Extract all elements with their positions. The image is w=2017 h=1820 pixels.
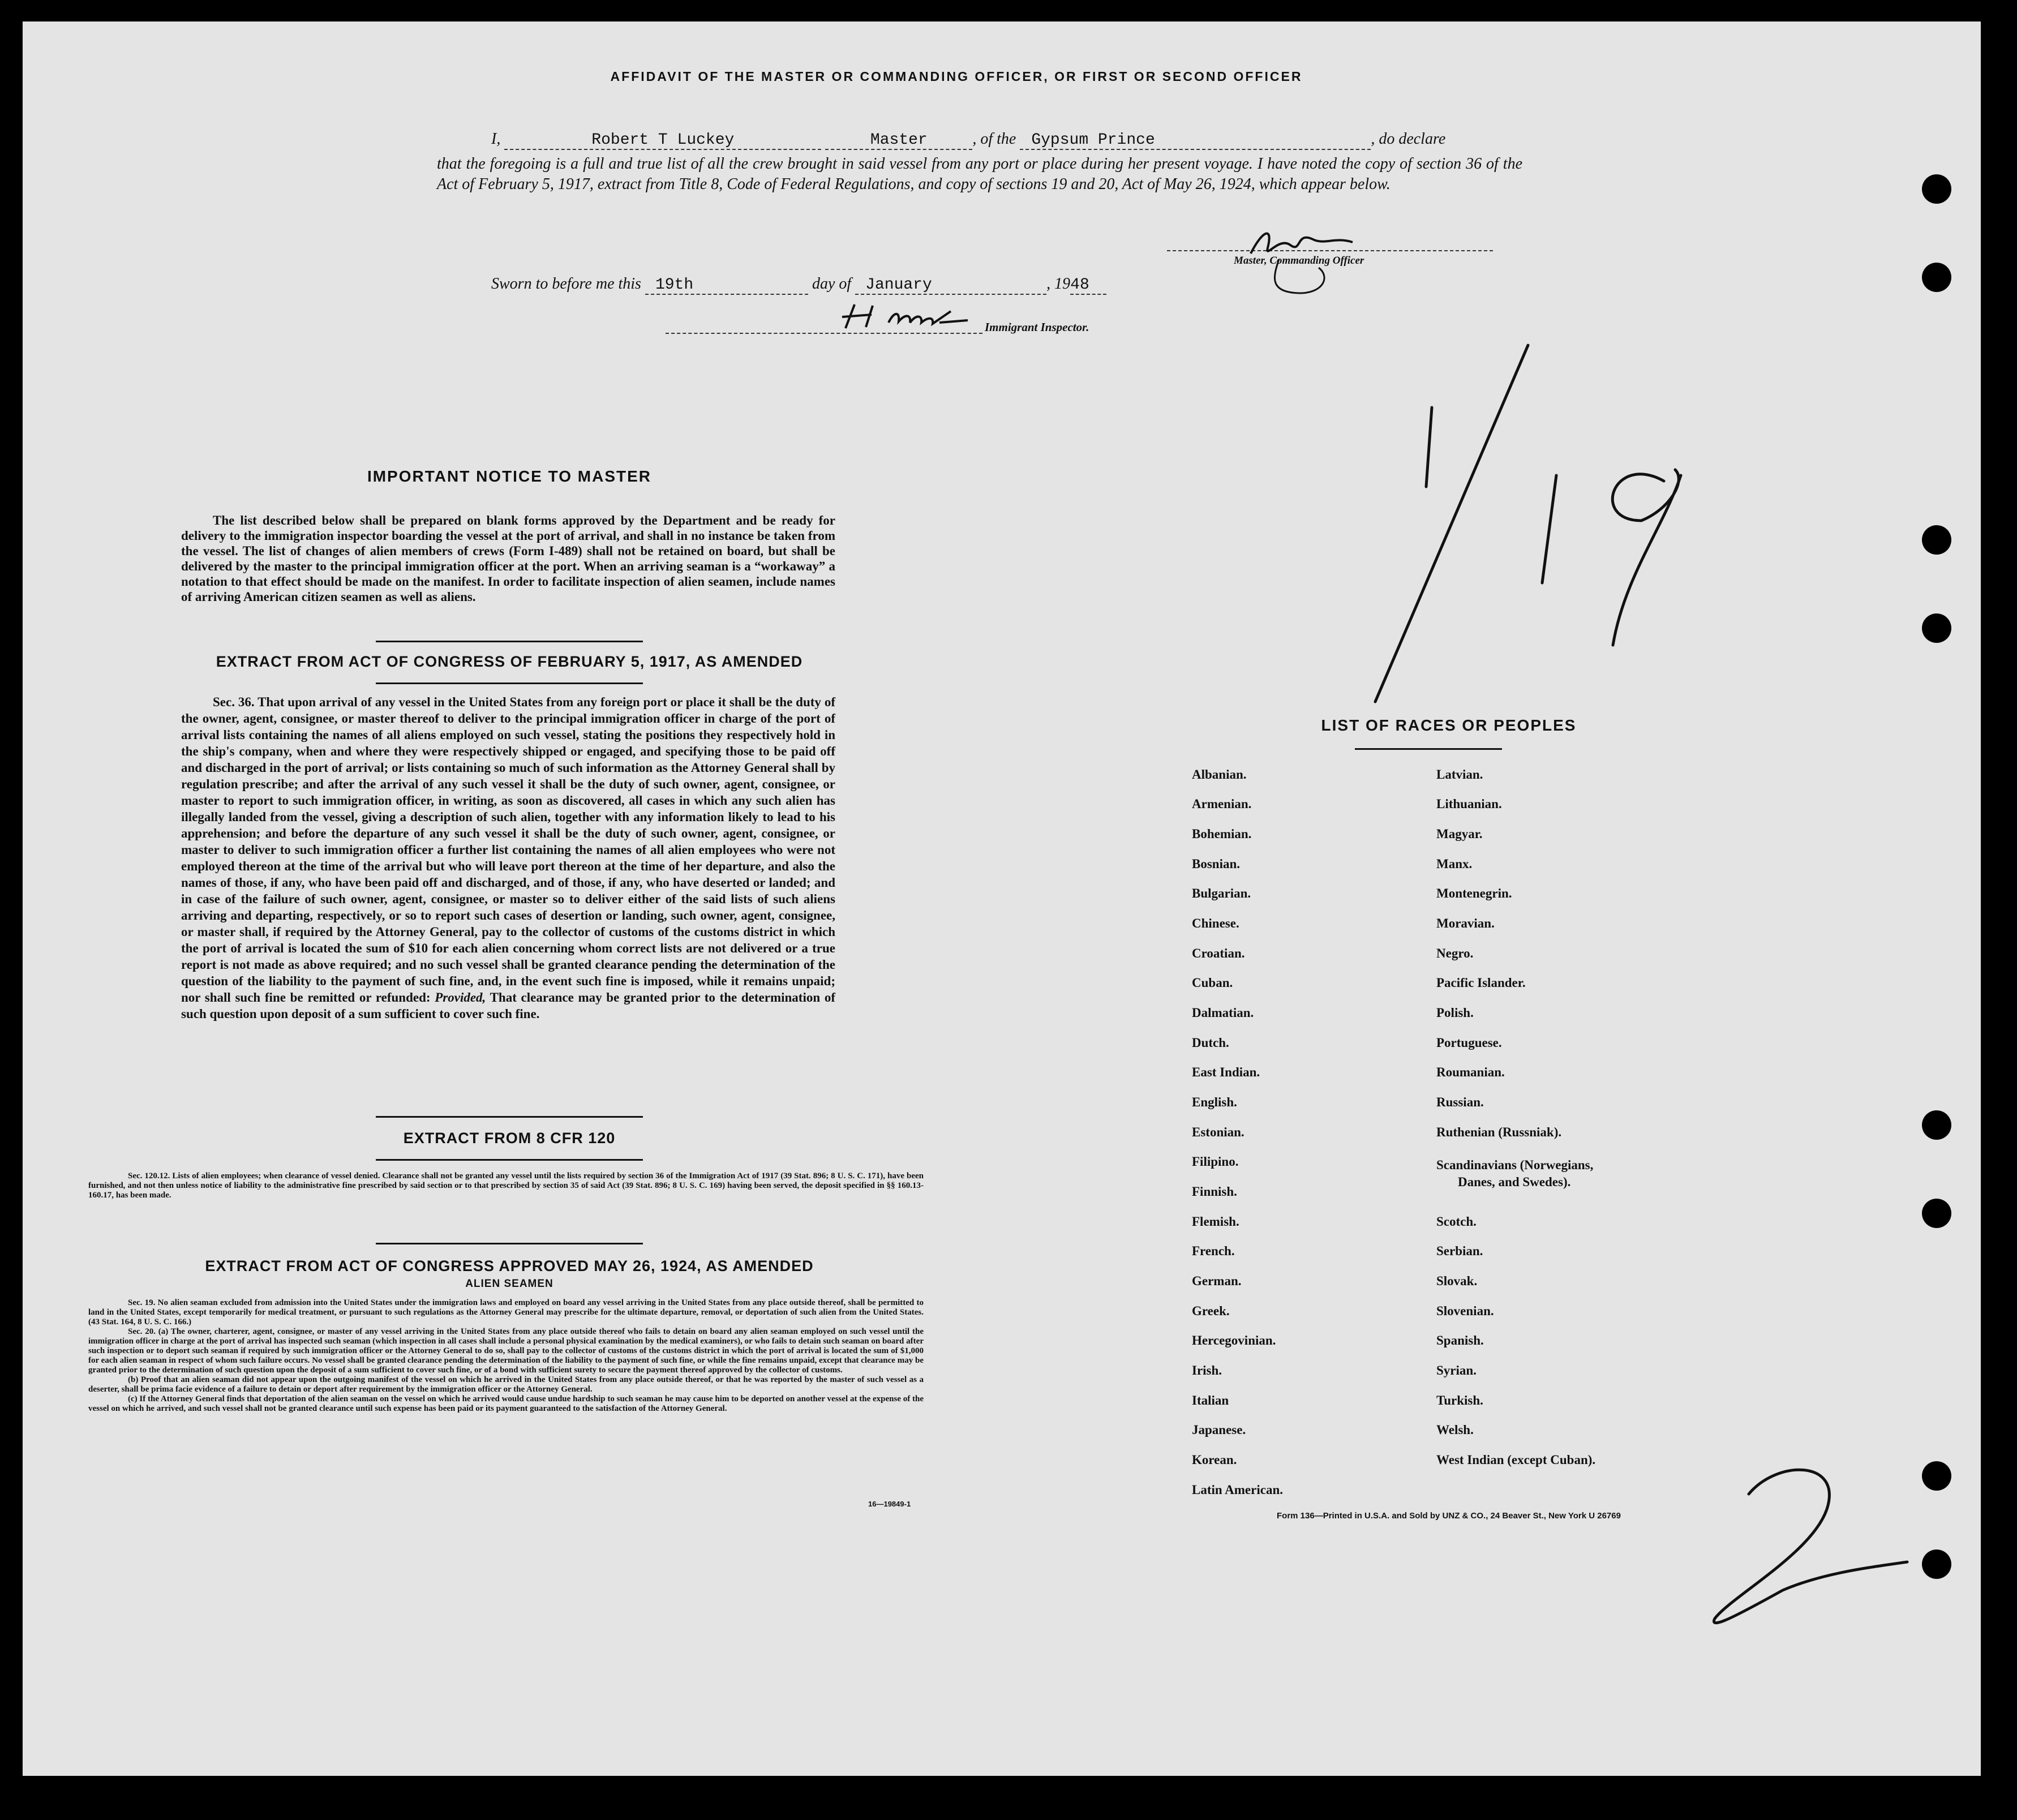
notice-text: The list described below shall be prepared on blank forms approved by the Department and be ready for delivery to the immigration inspector boarding the vessel at the port of arrival, and shall in no instance be taken from the vessel. The list of changes of alien members of crews (Form I-489) shall not be retained on board, but shall be delivered by the master to the principal immigration officer at the port. When an arriving seaman is a “workaway” a notation to that effect should be made on the manifest. In order to facilitate inspection of alien seamen, include names of arriving American citizen seamen as well as aliens.: [181, 513, 835, 604]
handwritten-date-mark: [1347, 340, 1709, 713]
inspector-label: Immigrant Inspector.: [985, 320, 1089, 334]
race-item: Polish.: [1436, 1006, 1474, 1020]
divider: [376, 641, 643, 642]
sec-36-body: That upon arrival of any vessel in the United States from any foreign port or place it shall be the duty of the owner, agent, consignee, or master thereof to deliver to the principal immigration officer in charge of the port of arrival lists containing the names of all aliens employed on such vessel, stating the positions they respectively hold in the ship's company, when and where they were respectively shipped or engaged, and specifying those to be paid off and discharged in the port of arrival; or lists containing so much of such information as the Attorney General shall by regulation prescribe; and after the arrival of any such vessel it shall be the duty of such owner, agent, consignee, or master to report to such immigration officer, in writing, as soon as discovered, all cases in which any such alien has illegally landed from the vessel, giving a description of such alien, together with any information likely to lead to his apprehension; and before the departure of any such vessel it shall be the duty of such owner, agent, consignee, or master to deliver to such immigration officer a further list containing the names of all alien employees who were not employed thereon at the time of the arrival but who will leave port thereon at the time of her departure, and also the names of those, if any, who have been paid off and discharged, and of those, if any, who have deserted or landed; and in case of the failure of such owner, agent, consignee, or master so to deliver either of the said lists of such aliens arriving and departing, respectively, or so to report such cases of desertion or landing, such owner, agent, consignee, or master shall, if required by the Attorney General, pay to the collector of customs of the customs district in which the port of arrival is located the sum of $10 for each alien concerning whom correct lists are not delivered or a true report is not made as above required; and no such vessel shall be granted clearance pending the determination of the question of the liability to the payment of such fine, and, in the event such fine is imposed, while it remains unpaid; nor shall such fine be remitted or refunded:: [181, 695, 835, 1005]
sec-20c-text: (c) If the Attorney General finds that deportation of the alien seaman on the vessel on which he arrived would cause undue hardship to such seaman he may cause him to be deported on another vessel at the expense of the vessel on which he arrived, and such vessel shall not be granted clearance until such expense has been paid or its payment guaranteed to the satisfaction of the Attorney General.: [88, 1394, 924, 1413]
divider: [376, 1243, 643, 1244]
race-item: Negro.: [1436, 946, 1474, 960]
vessel-name-field: Gypsum Prince: [1020, 131, 1371, 150]
inspector-signature: [838, 300, 1007, 336]
race-item: Dalmatian.: [1192, 1006, 1254, 1020]
punch-hole: [1922, 1110, 1951, 1140]
provided-label: Provided,: [435, 990, 486, 1005]
race-item: Roumanian.: [1436, 1065, 1505, 1079]
sworn-month-field: January: [855, 276, 1046, 295]
punch-hole: [1922, 525, 1951, 555]
race-item: Portuguese.: [1436, 1036, 1502, 1050]
race-item: Chinese.: [1192, 916, 1239, 930]
race-item: Cuban.: [1192, 976, 1233, 990]
race-item: Greek.: [1192, 1304, 1230, 1318]
race-item: Bohemian.: [1192, 827, 1252, 841]
punch-hole: [1922, 1549, 1951, 1579]
race-item: Slovak.: [1436, 1274, 1478, 1288]
sec-36-label: Sec. 36.: [213, 695, 255, 709]
race-item: Magyar.: [1436, 827, 1483, 841]
race-item: Russian.: [1436, 1095, 1484, 1109]
race-item: German.: [1192, 1274, 1242, 1288]
extract-1924-title: EXTRACT FROM ACT OF CONGRESS APPROVED MAY 26, 1924, AS AMENDED: [205, 1257, 814, 1274]
punch-hole: [1922, 1199, 1951, 1228]
of-the-label: , of the: [972, 130, 1016, 148]
extract-1917-text: [181, 694, 835, 1022]
race-item: Bulgarian.: [1192, 886, 1251, 900]
race-item: English.: [1192, 1095, 1237, 1109]
sec-20b-text: (b) Proof that an alien seaman did not appear upon the outgoing manifest of the vessel on which he arrived in the United States from any place outside thereof, or that he was reported by the master of such vessel as a deserter, shall be prima facie evidence of a failure to detain or deport after requirement by the immigration officer or the Attorney General.: [88, 1375, 924, 1394]
master-signature-label: Master, Commanding Officer: [1234, 255, 1364, 267]
form-code: 16—19849-1: [868, 1500, 911, 1508]
sec-20a-text: Sec. 20. (a) The owner, charterer, agent, consignee, or master of any vessel arriving in the United States from any place outside thereof who fails to detain on board any alien seaman employed on such vessel until the immigration officer in charge at the port of arrival has inspected such seaman (which inspection in all cases shall include a personal physical examination by the medical examiners), or who fails to detain such seaman on board after such inspection or to deport such seaman if required by such immigration officer or the Attorney General to do so, shall pay to the collector of customs of the customs district in which the port of arrival is located the sum of $1,000 for each alien seaman in respect of whom such failure occurs. No vessel shall be granted clearance pending the determination of the liability to the payment of such fine, or while the fine remains unpaid, except that clearance may be granted prior to the determination of such question upon the deposit of a sum sufficient to cover such fine, or of a bond with sufficient surety to secure the payment thereof approved by the collector of customs.: [88, 1327, 924, 1375]
year-prefix: , 19: [1046, 275, 1071, 293]
race-item: Welsh.: [1436, 1423, 1474, 1437]
extract-1924-text: [88, 1298, 924, 1414]
punch-hole: [1922, 263, 1951, 292]
races-title: LIST OF RACES OR PEOPLES: [1321, 716, 1577, 734]
affidavit-body: that the foregoing is a full and true list of all the crew brought in said vessel from any port or place during her present voyage. I have noted the copy of section 36 of the Act of February 5, 1917, extract from Title 8, Code of Federal Regulations, and copy of sections 19 and 20, Act of May 26, 1924, which appear below.: [437, 155, 1522, 193]
race-item: Latin American.: [1192, 1483, 1283, 1497]
race-item: Flemish.: [1192, 1214, 1239, 1229]
notice-title: IMPORTANT NOTICE TO MASTER: [367, 467, 652, 485]
provided-text: That clearance may be granted prior to the determination of such question upon deposit of a sum sufficient to cover such fine.: [181, 990, 835, 1021]
race-item: Croatian.: [1192, 946, 1245, 960]
race-item: French.: [1192, 1244, 1235, 1258]
year-suffix-field: 48: [1070, 276, 1106, 295]
race-item: Italian: [1192, 1393, 1229, 1407]
inspector-signature-line: [666, 333, 982, 335]
sworn-line: [491, 275, 1106, 295]
race-item: Japanese.: [1192, 1423, 1246, 1437]
divider: [376, 1159, 643, 1161]
race-item: Danes, and Swedes).: [1458, 1175, 1571, 1189]
extract-cfr-text: Sec. 120.12. Lists of alien employees; when clearance of vessel denied. Clearance shall not be granted any vessel until the lists required by section 36 of the Immigration Act of 1917 (39 Stat. 896; 8 U. S. C. 171), have been furnished, and not then unless notice of liability to the administrative fine prescribed by said section or to that prescribed by section 35 of said Act (39 Stat. 896; 8 U. S. C. 169) having been served, the deposit specified in §§ 160.13-160.17, has been made.: [88, 1171, 924, 1200]
sec-19-text: Sec. 19. No alien seaman excluded from admission into the United States under the immigration laws and employed on board any vessel arriving in the United States from any place outside thereof, shall be permitted to land in the United States, except temporarily for medical treatment, or pursuant to such regulations as the Attorney General may prescribe for the ultimate departure, removal, or deportation of such alien from the United States. (43 Stat. 164, 8 U. S. C. 166.): [88, 1298, 924, 1327]
sworn-day-field: 19th: [645, 276, 808, 295]
alien-seamen-subtitle: ALIEN SEAMEN: [465, 1278, 553, 1290]
race-item: Estonian.: [1192, 1125, 1244, 1139]
race-item: Pacific Islander.: [1436, 976, 1526, 990]
race-item: Serbian.: [1436, 1244, 1483, 1258]
race-item: Turkish.: [1436, 1393, 1483, 1407]
divider: [1355, 748, 1502, 750]
handwritten-page-number: [1698, 1449, 1913, 1641]
affidavit-heading: AFFIDAVIT OF THE MASTER OR COMMANDING OFFICER, OR FIRST OR SECOND OFFICER: [610, 69, 1303, 84]
race-item: East Indian.: [1192, 1065, 1260, 1079]
race-item: Syrian.: [1436, 1363, 1477, 1377]
race-item: Scandinavians (Norwegians,: [1436, 1158, 1594, 1172]
divider: [376, 1116, 643, 1118]
do-declare-label: , do declare: [1371, 130, 1446, 148]
race-item: Ruthenian (Russniak).: [1436, 1125, 1562, 1139]
day-of-label: day of: [812, 275, 852, 293]
extract-1917-title: EXTRACT FROM ACT OF CONGRESS OF FEBRUARY 5, 1917, AS AMENDED: [216, 653, 803, 670]
race-item: Spanish.: [1436, 1333, 1484, 1347]
race-item: Albanian.: [1192, 767, 1247, 782]
race-item: Slovenian.: [1436, 1304, 1494, 1318]
rank-field: Master: [825, 131, 972, 150]
race-item: Manx.: [1436, 857, 1473, 871]
punch-hole: [1922, 1461, 1951, 1491]
race-item: Montenegrin.: [1436, 886, 1512, 900]
race-item: Dutch.: [1192, 1036, 1229, 1050]
race-item: Lithuanian.: [1436, 797, 1502, 811]
declaration-i-label: I,: [491, 130, 501, 148]
race-item: Moravian.: [1436, 916, 1495, 930]
punch-hole: [1922, 613, 1951, 643]
sworn-label: Sworn to before me this: [491, 275, 641, 293]
race-item: Hercegovinian.: [1192, 1333, 1276, 1347]
race-item: Korean.: [1192, 1453, 1237, 1467]
master-name-field: Robert T Luckey: [504, 131, 821, 150]
punch-hole: [1922, 174, 1951, 204]
race-item: Latvian.: [1436, 767, 1483, 782]
divider: [376, 682, 643, 684]
race-item: Scotch.: [1436, 1214, 1477, 1229]
race-item: Irish.: [1192, 1363, 1222, 1377]
race-item: West Indian (except Cuban).: [1436, 1453, 1596, 1467]
form-footer: Form 136—Printed in U.S.A. and Sold by UNZ & CO., 24 Beaver St., New York U 26769: [1277, 1511, 1621, 1521]
declaration-line: [491, 130, 1527, 150]
race-item: Finnish.: [1192, 1184, 1237, 1199]
race-item: Bosnian.: [1192, 857, 1241, 871]
race-item: Armenian.: [1192, 797, 1252, 811]
race-item: Filipino.: [1192, 1154, 1239, 1169]
extract-cfr-title: EXTRACT FROM 8 CFR 120: [403, 1130, 616, 1147]
